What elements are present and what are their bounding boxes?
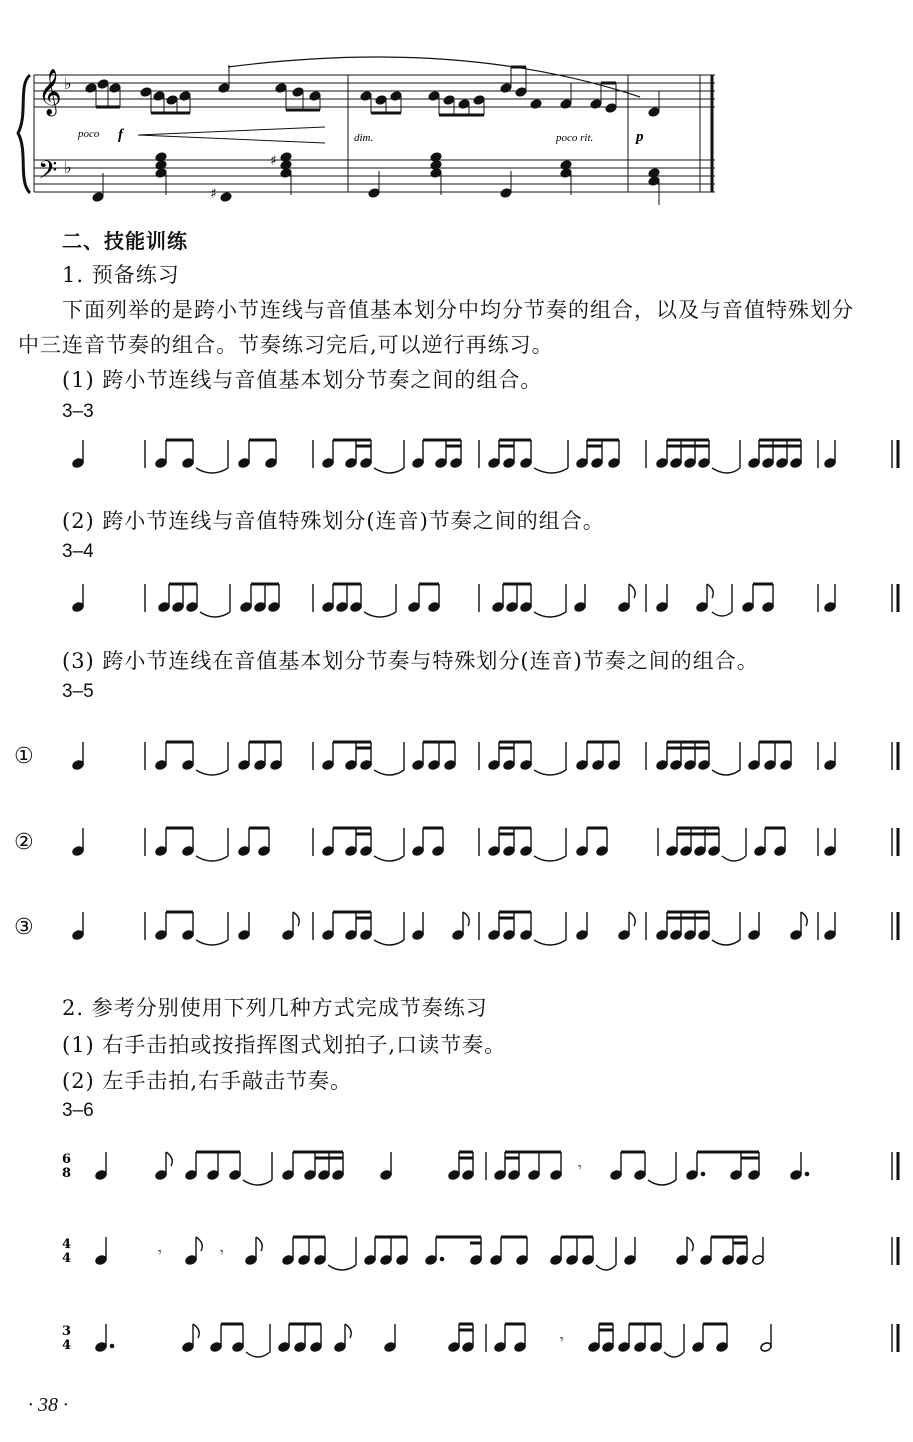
- rhythm-3-5-row-2: [0, 816, 913, 866]
- crescendo-hairpin: [138, 127, 325, 143]
- svg-text:𝄾: 𝄾: [578, 1160, 582, 1176]
- row-marker-1: ①: [14, 744, 34, 769]
- method-1: (1) 右手击拍或按指挥图式划拍子,口读节奏。: [62, 1033, 507, 1057]
- item-2: (2) 跨小节连线与音值特殊划分(连音)节奏之间的组合。: [62, 509, 605, 533]
- paragraph-line-1: 下面列举的是跨小节连线与音值基本划分中均分节奏的组合，以及与音值特殊划分: [62, 298, 854, 322]
- treble-clef-icon: 𝄞: [38, 69, 62, 115]
- method-2: (2) 左手击拍,右手敲击节奏。: [62, 1069, 353, 1093]
- time-sig-denominator: 4: [62, 1251, 72, 1266]
- example-label-3-4: 3–4: [62, 541, 94, 562]
- time-sig-numerator: 3: [62, 1324, 72, 1339]
- item-1: (1) 跨小节连线与音值基本划分节奏之间的组合。: [62, 368, 543, 392]
- rhythm-3-3: [0, 432, 913, 482]
- row-marker-2: ②: [14, 830, 34, 855]
- piano-marking: p: [636, 129, 644, 145]
- rhythm-3-5-row-1: [0, 730, 913, 780]
- page-number: · 38 ·: [28, 1394, 68, 1416]
- poco-rit-marking: poco rit.: [556, 132, 594, 144]
- svg-text:♯: ♯: [210, 186, 217, 202]
- svg-text:𝄾: 𝄾: [220, 1245, 224, 1261]
- flat-icon: ♭: [64, 158, 72, 177]
- paragraph-line-2: 中三连音节奏的组合。节奏练习完后,可以逆行再练习。: [18, 333, 554, 357]
- example-label-3-6: 3–6: [62, 1100, 94, 1121]
- bass-clef-icon: 𝄢: [38, 156, 58, 191]
- row-marker-3: ③: [14, 915, 34, 940]
- svg-text:𝄾: 𝄾: [560, 1332, 564, 1348]
- subsection-1-title: 1. 预备练习: [62, 263, 180, 287]
- section-heading: 二、技能训练: [62, 229, 188, 253]
- rhythm-3-4: [0, 572, 913, 622]
- subsection-2-title: 2. 参考分别使用下列几种方式完成节奏练习: [62, 996, 488, 1020]
- time-sig-denominator: 8: [62, 1166, 72, 1181]
- example-label-3-3: 3–3: [62, 401, 94, 422]
- time-sig-numerator: 4: [62, 1237, 72, 1252]
- forte-marking: f: [118, 127, 123, 143]
- item-3: (3) 跨小节连线在音值基本划分节奏与特殊划分(连音)节奏之间的组合。: [62, 649, 759, 673]
- piano-score: [0, 55, 913, 215]
- dim-marking: dim.: [354, 132, 374, 144]
- svg-text:♯: ♯: [270, 153, 277, 169]
- rhythm-3-6-row-2: [0, 1225, 913, 1280]
- example-label-3-5: 3–5: [62, 681, 94, 702]
- rhythm-3-5-row-3: [0, 900, 913, 950]
- rhythm-3-6-row-3: [0, 1312, 913, 1367]
- flat-icon: ♭: [64, 74, 72, 93]
- svg-text:𝄾: 𝄾: [158, 1245, 162, 1261]
- rhythm-3-6-row-1: [0, 1140, 913, 1195]
- time-sig-denominator: 4: [62, 1338, 72, 1353]
- grand-staff-brace: [18, 75, 30, 193]
- time-sig-numerator: 6: [62, 1152, 72, 1167]
- poco-marking: poco: [78, 128, 100, 140]
